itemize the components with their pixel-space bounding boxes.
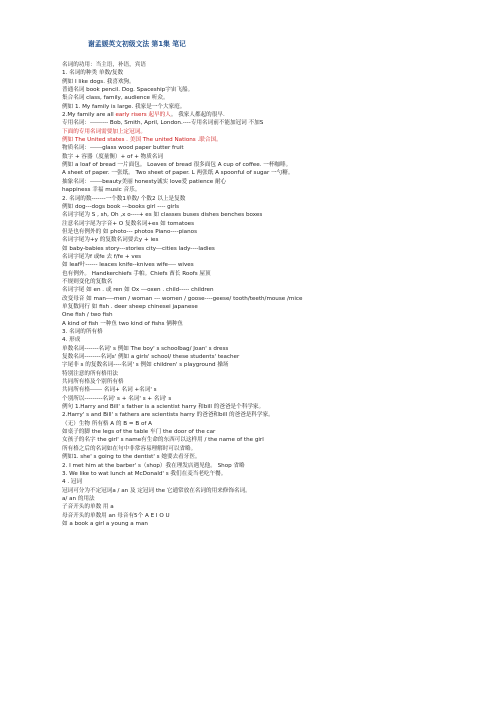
note-line: [62, 103, 462, 111]
note-text: 单数名词-------名词' s 例如 The boy' s schoolbag/ Joan' s dress: [62, 345, 229, 352]
note-line: [62, 286, 462, 294]
note-text: 2.Harry' s and Bill' s fathers are scientists harry 的爸爸和bill 的爸爸是科学家。: [62, 412, 274, 419]
note-text: 3. We like to wat lunch at McDonald' s 我们在麦当老吃午餐。: [62, 470, 227, 477]
note-text: 名词字尾 如 en . 或 ren 如 Ox ---oxen . child----- children: [62, 287, 214, 294]
note-text: 注意名词字尾为字音+ O 复数名词+es 如 tomatoes: [62, 220, 195, 227]
note-text: 个别所以---------名词' s + 名词' s + 名词' s: [62, 395, 172, 402]
note-text: 如桌子的脚 the legs of the table 车门 the door of the car: [62, 429, 216, 436]
note-text: 抽象名词：------beauty美丽 honesty诚实 love爱 patience 耐心: [62, 178, 227, 185]
note-text-red: 例如 The United states . 美国 The united Nations .联合国。: [62, 137, 222, 144]
note-line: [62, 512, 462, 520]
note-line: [62, 69, 462, 77]
note-text: 改变母音 如 man----men / woman --- women / goose----geese/ tooth/teeth/mouse /mice: [62, 295, 303, 302]
note-text: 名词字尾为 S , sh, Oh ,x o----+ es 如 classes buses dishes benches boxes: [62, 212, 263, 219]
note-line: [62, 503, 462, 511]
note-line: [62, 169, 462, 177]
note-text: 普通名词 book pencil. Dog. Spaceship宇宙飞船。: [62, 87, 194, 94]
note-text: 例如 1. My family is large. 我家是一个大家庭。: [62, 103, 186, 110]
note-text: 数字 + 容器（度量衡）+ of + 物质名词: [62, 153, 164, 160]
document-body: [62, 61, 462, 528]
note-line: [62, 128, 462, 136]
note-line: [62, 453, 462, 461]
note-line: [62, 228, 462, 236]
note-line: [62, 353, 462, 361]
note-text: 共同所有格------ 名词+ 名词 +名词' s: [62, 387, 157, 394]
note-text: 不规则变化的复数名: [62, 278, 113, 285]
note-text: 所有格之后的名词如在句中非常容易理解时可以省略。: [62, 445, 197, 452]
note-line: [62, 94, 462, 102]
note-line: [62, 270, 462, 278]
note-text: 如 a book a girl a young a man: [62, 520, 148, 527]
note-line: [62, 520, 462, 528]
note-text: 如 leaf叶------ leaces knife--knives wife---- wives: [62, 262, 194, 269]
note-line: [62, 336, 462, 344]
note-line: [62, 153, 462, 161]
note-text: 例句 1.Harry and Bill' s father is a scientist harry 和bill 的爸爸是个科学家。: [62, 404, 265, 411]
note-line: [62, 345, 462, 353]
note-line: [62, 86, 462, 94]
note-line: [62, 278, 462, 286]
note-line: [62, 370, 462, 378]
note-text: 2. 名词的数-------一个数1单数/ 个数2 以上是复数: [62, 195, 186, 202]
note-text: 特别注意的所有格用法: [62, 370, 118, 377]
note-text: happiness 幸福 music 音乐。: [62, 187, 141, 194]
note-text: 但是也有例外的 如 photo--- photos Piano----pianos: [62, 228, 197, 235]
note-text: A kind of fish 一种鱼 two kind of fishs 俩种鱼: [62, 320, 184, 327]
note-text: 例如 I like dogs. 我喜欢狗。: [62, 78, 135, 85]
note-line: [62, 445, 462, 453]
note-text: 专用名词：--------- Bob, Smith, April, London.----专用名词前不能加冠词 不加S: [62, 120, 264, 127]
note-line: [62, 220, 462, 228]
note-text: 例如 a loaf of bread 一片面包。 Loaves of bread 很多面包 A cup of coffee. 一杯咖啡。: [62, 162, 292, 169]
note-text: 集合名词 class, family, audience 听众。: [62, 95, 169, 102]
note-text: 4 . 冠词: [62, 479, 83, 486]
note-text: 2.My family are all: [62, 112, 116, 119]
note-line: [62, 236, 462, 244]
note-line: [62, 119, 462, 127]
note-text-red: early risers 起早的人: [115, 112, 171, 119]
note-text: 名词的功用：当主语，补语，宾语: [62, 62, 146, 68]
note-line: [62, 311, 462, 319]
note-line: [62, 361, 462, 369]
note-line: [62, 161, 462, 169]
note-text: 如 baby-babies story---stories city---cities lady----ladies: [62, 245, 215, 252]
note-line: [62, 186, 462, 194]
note-text-red: 下面的专用名词需要加上定冠词。: [62, 128, 146, 135]
note-line: [62, 295, 462, 303]
note-line: [62, 487, 462, 495]
note-line: [62, 111, 462, 119]
note-line: [62, 195, 462, 203]
note-text: A sheet of paper. 一张纸。 Two sheet of paper. L 两张纸 A spoonful of sugar 一勺糖。: [62, 170, 294, 177]
note-text: 名词字尾为+y 的复数名词要去y + ies: [62, 237, 159, 244]
note-text: 也有例外。 Handkerchiefs 手帕。Chiefs 酋长 Roofs 屋顶: [62, 270, 211, 277]
note-line: [62, 245, 462, 253]
note-text: 子音开头的单数 用 a: [62, 504, 114, 511]
note-line: [62, 478, 462, 486]
note-text: 3. 名词的所有格: [62, 329, 103, 335]
note-line: [62, 253, 462, 261]
note-line: [62, 211, 462, 219]
note-line: [62, 495, 462, 503]
note-line: [62, 470, 462, 478]
note-line: [62, 386, 462, 394]
note-text: 例如 dog---dogs book ---books girl ---- girls: [62, 203, 180, 210]
document-title: 谢孟媛英文初级文法 第1集 笔记: [88, 40, 186, 48]
note-line: [62, 203, 462, 211]
note-text: 4. 形成: [62, 337, 81, 344]
note-text: 2. I met him at the barber' s（shop）我在理发店遇见他。 Shop 省略: [62, 462, 245, 469]
note-text: 名词字尾为f 或fe 去 f/fe + ves: [62, 253, 142, 260]
note-line: [62, 403, 462, 411]
note-line: [62, 320, 462, 328]
note-line: [62, 261, 462, 269]
note-line: [62, 78, 462, 86]
note-text: （无）生物 所有格 A 的 B = B of A: [62, 420, 152, 427]
note-line: [62, 428, 462, 436]
note-text: 字尾非 s 的复数名词----名词' s 例如 children' s playground 操场: [62, 362, 229, 369]
note-text: 复数名词--------名词s' 例如 a girls' school/ these students' teacher: [62, 354, 240, 361]
note-line: [62, 136, 462, 144]
note-line: [62, 144, 462, 152]
note-text: 。 我家人都起的很早.: [170, 112, 225, 119]
note-text: 物质名词：------glass wood paper butter fruit: [62, 145, 184, 152]
note-line: [62, 61, 462, 69]
note-line: [62, 420, 462, 428]
note-line: [62, 178, 462, 186]
note-text: 单复数同行 如 fish . deer sheep chinesei japanese: [62, 303, 198, 310]
note-text: 女孩子的名字 the girl' s name有生命的东西可以这样用 / the name of the girl: [62, 437, 264, 444]
note-line: [62, 328, 462, 336]
note-line: [62, 462, 462, 470]
note-text: 1. 名词的种类 单数/复数: [62, 70, 124, 77]
note-text: 冠词可分为不定冠词a / an 及 定冠词 the 它通常放在名词的用来修饰名词。: [62, 487, 251, 494]
note-text: 例如1. she' s going to the dentist' s 她要去看牙医。: [62, 454, 201, 461]
note-line: [62, 411, 462, 419]
note-text: 母音开头的单数用 an 母音有5个 A E I O U: [62, 512, 170, 519]
note-line: [62, 436, 462, 444]
note-text: 共同所有格及个别所有格: [62, 379, 124, 386]
note-text: One fish / two fish: [62, 312, 113, 319]
note-line: [62, 303, 462, 311]
note-text: a/ an 的用法: [62, 495, 95, 502]
note-line: [62, 395, 462, 403]
note-line: [62, 378, 462, 386]
